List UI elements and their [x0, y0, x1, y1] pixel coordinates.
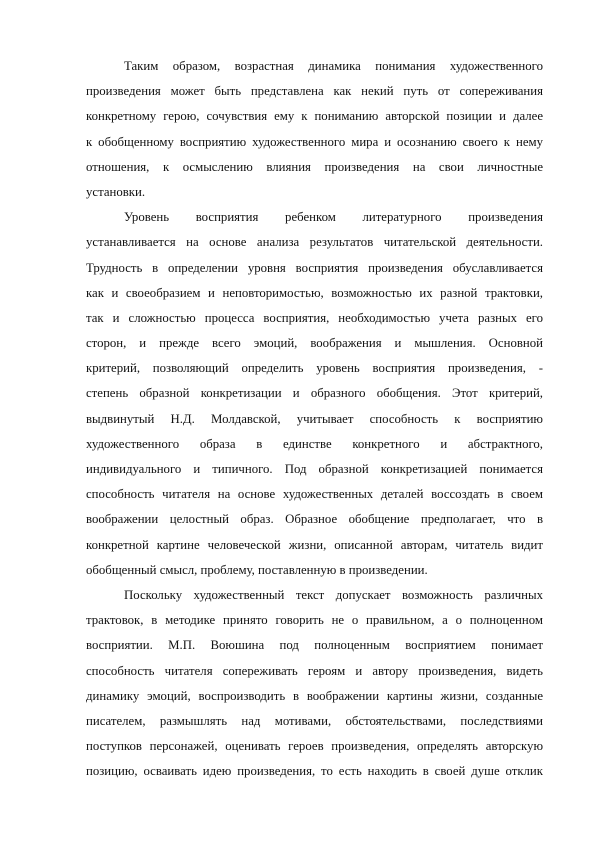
- text-line: воображении целостный образ. Образное обобщение предполагает, что в: [86, 512, 543, 527]
- text-line: обобщенный смысл, проблему, поставленную в произведении.: [86, 562, 428, 577]
- body-text: [86, 54, 543, 784]
- paragraph: [86, 205, 543, 583]
- text-line: Уровень восприятия ребенком литературного произведения: [124, 210, 543, 225]
- text-line: индивидуального и типичного. Под образной конкретизацией понимается: [86, 462, 543, 476]
- text-line: конкретной картине человеческой жизни, описанной авторам, читатель видит: [86, 537, 543, 552]
- text-line: Поскольку художественный текст допускает возможность различных: [124, 587, 543, 602]
- text-line: устанавливается на основе анализа результатов читательской деятельности.: [86, 235, 543, 250]
- text-line: писателем, размышлять над мотивами, обстоятельствами, последствиями: [86, 713, 543, 728]
- paragraph: [86, 583, 543, 785]
- text-line: установки.: [86, 184, 146, 199]
- text-line: так и сложностью процесса восприятия, необходимостью учета разных его: [86, 310, 543, 325]
- text-line: восприятии. М.П. Воюшина под полноценным восприятием понимает: [86, 638, 543, 653]
- text-line: способность читателя на основе художественных деталей воссоздать в своем: [86, 487, 543, 502]
- text-line: Таким образом, возрастная динамика понимания художественного: [124, 59, 543, 73]
- text-line: критерий, позволяющий определить уровень восприятия произведения, -: [86, 361, 543, 376]
- paragraph: [86, 54, 543, 205]
- text-line: способность читателя сопереживать героям и автору произведения, видеть: [86, 663, 543, 678]
- text-line: выдвинутый Н.Д. Молдавской, учитывает способность к восприятию: [86, 411, 543, 426]
- text-line: художественного образа в единстве конкретного и абстрактного,: [86, 436, 543, 451]
- text-line: конкретному герою, сочувствия ему к пониманию авторской позиции и далее: [86, 109, 543, 124]
- text-line: как и своеобразием и неповторимостью, возможностью их разной трактовки,: [86, 285, 543, 300]
- text-line: произведения может быть представлена как некий путь от сопереживания: [86, 84, 543, 99]
- text-line: Трудность в определении уровня восприятия произведения обуславливается: [86, 260, 543, 275]
- text-line: позицию, осваивать идею произведения, то есть находить в своей душе отклик: [86, 764, 543, 779]
- text-line: сторон, и прежде всего эмоций, воображения и мышления. Основной: [86, 336, 543, 351]
- text-line: степень образной конкретизации и образного обобщения. Этот критерий,: [86, 386, 543, 401]
- text-line: поступков персонажей, оценивать героев произведения, определять авторскую: [86, 739, 543, 754]
- text-line: трактовок, в методике принято говорить не о правильном, а о полноценном: [86, 613, 543, 628]
- text-line: отношения, к осмыслению влияния произведения на свои личностные: [86, 159, 543, 174]
- text-line: динамику эмоций, воспроизводить в воображении картины жизни, созданные: [86, 688, 543, 703]
- text-line: к обобщенному восприятию художественного мира и осознанию своего к нему: [86, 134, 543, 149]
